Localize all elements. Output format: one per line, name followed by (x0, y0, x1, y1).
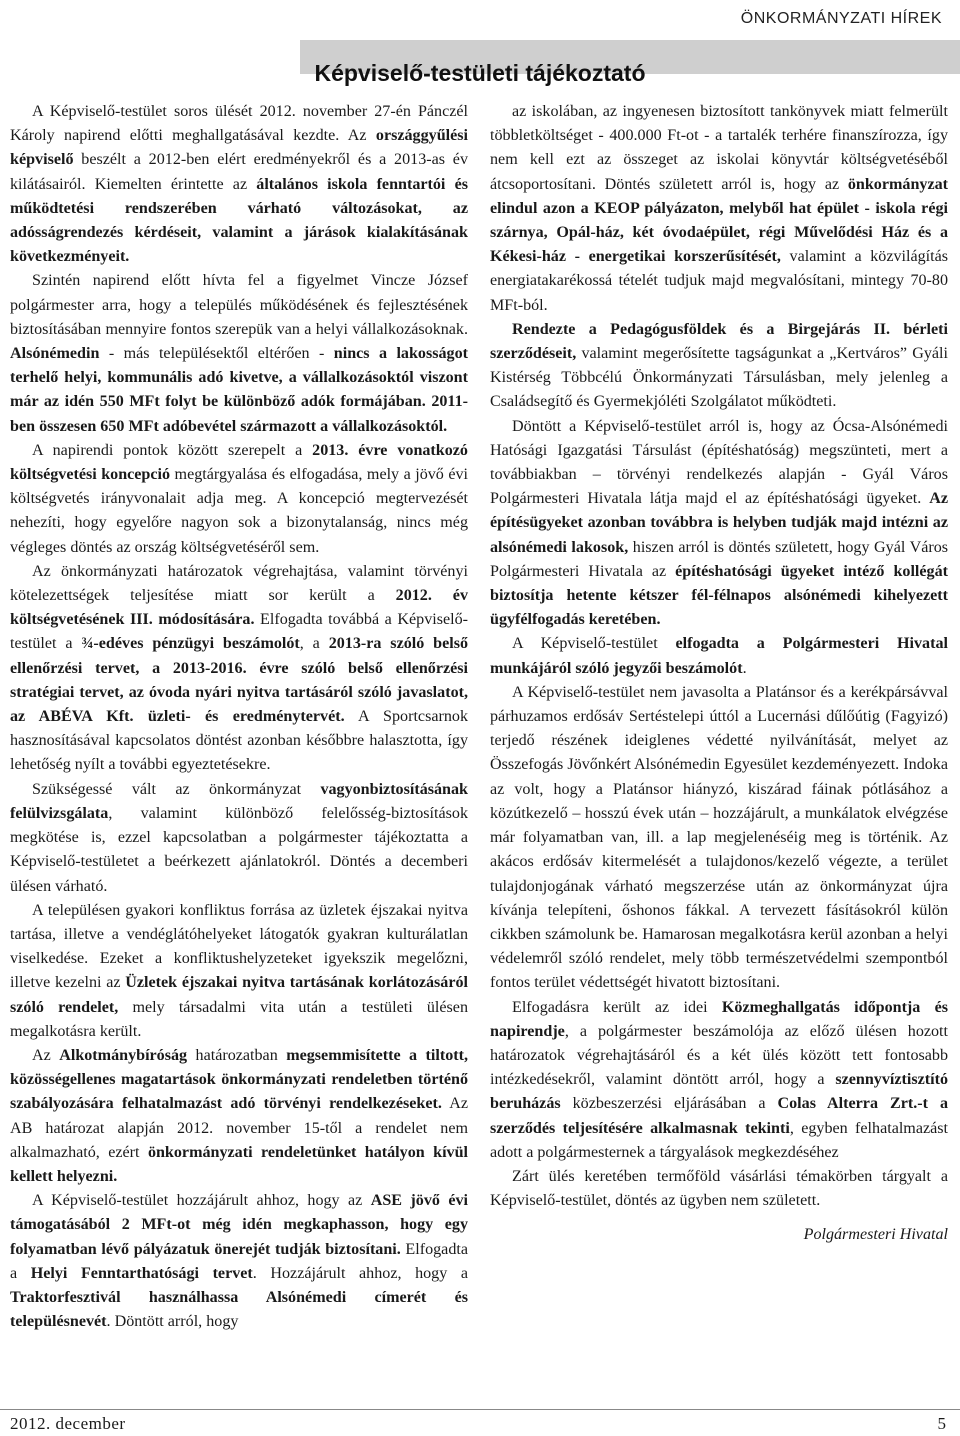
footer-date: 2012. december (10, 1414, 126, 1433)
paragraph (10, 1189, 468, 1334)
bold-text: Alkotmánybíróság (59, 1046, 188, 1064)
bold-text: 2013-ra szóló belső ellenőrzési tervet, a 2013-2016. évre szóló belső ellenőrzési stratégiai tervet, az óvoda nyári nyitva tartásáról szóló javaslatot, az ABÉVA Kft. üzleti- és eredménytervét. (10, 635, 469, 726)
text-run: A Képviselő-testület nem javasolta a Platánsor és a kerékpársávval párhuzamos erdősáv Sertéstelepi úttól a Lucernási dűlőútig (Fagyizó) terjedő részének ideiglenes védetté nyilvánítását, melyet az Összefogás Jövőnkért Alsónémedin Egyesület kezdeményezett. Indoka az volt, hogy a Platánsor hiányzó, kiszárad fáinak pótlásához a közútkezelő – hosszú évek után – hozzájárult, a munkálatok elvégzése már folyamatban van, ill. a lap megjelenéséig meg is történik. Az akácos erdősáv kitermelését a tulajdonos/kezelő végezte, a terület tulajdonjogának várható megszerzése után az önkormányzat újra kívánja telepíteni, őshonos fákkal. A tervezett fásításokról külön cikkben számolunk be. Hamarosan megalkotásra kerül azonban a helyi védelemről szóló rendelet, mely több természetvédelmi szempontból fontos terület védettségét hivatott biztosítani. (490, 683, 948, 992)
text-run: , a (299, 635, 329, 653)
text-run: hiszen arról is döntés született, hogy Gyál Város Polgármesteri Hivatala az (490, 538, 949, 580)
paragraph (490, 318, 948, 415)
text-run: közbeszerzési eljárásában a (560, 1095, 778, 1113)
bold-text: 2012. év költségvetésének III. módosítására. (10, 587, 468, 629)
bold-text: Az építésügyeket azonban továbbra is helyben tudják majd intézni az alsónémedi lakosok, (490, 490, 948, 556)
paragraph (10, 560, 468, 778)
section-label: ÖNKORMÁNYZATI HÍREK (740, 10, 942, 27)
text-run: A Képviselő-testület soros ülését 2012. november 27-én Pánczél Károly napirend előtti meghallgatásával kezdte. Az (10, 103, 468, 145)
text-run: , egyben felhatalmazást adott a polgármesternek a tárgyalások megkezdéséhez (490, 1119, 948, 1161)
page-title: Képviselő-testületi tájékoztató (314, 60, 646, 86)
bold-text: Üzletek éjszakai nyitva tartásának korlátozásáról szóló rendelet, (10, 974, 469, 1016)
text-run: , a polgármester beszámolója az előző ülésen hozott határozatok végrehajtásáról és a két ülés között tett fontosabb intézkedésekről, valamint döntött arról, hogy a (490, 1022, 948, 1089)
text-run: Elfogadta továbbá a Képviselő-testület a (10, 611, 468, 653)
text-run: A napirendi pontok között szerepelt a (32, 441, 313, 459)
bold-text: 2013. évre vonatkozó költségvetési koncepció (10, 441, 468, 484)
paragraph (490, 681, 948, 996)
text-run: A Sportcsarnok hasznosításával kapcsolatos döntést azonban későbbre halasztotta, így lehetőség nyílt a további egyeztetésekre. (10, 708, 468, 774)
left-column (10, 100, 468, 1334)
text-run: , valamint különböző felelősség-biztosítások megkötése is, ezzel kapcsolatban a polgármester tájékoztatta a Képviselő-testületet a beérkezett ajánlatokról. Döntés a decemberi ülésen várható. (10, 804, 468, 895)
text-run: A Képviselő-testület hozzájárult ahhoz, hogy az (32, 1192, 371, 1210)
text-run: Az AB határozat alapján 2012. november 15-től a rendelet nem alkalmazható, ezért (10, 1095, 468, 1161)
bold-text: Rendezte a Pedagógusföldek és a Birgejárás II. bérleti szerződéseit, (490, 320, 948, 363)
text-run: Szükségessé vált az önkormányzat (32, 780, 321, 798)
text-run: Döntött a Képviselő-testület arról is, hogy az Ócsa-Alsónémedi Hatósági Igazgatási Társulást (építéshatóság) megszünteti, mert a továbbiakban – törvényi rendelkezés alapján - Gyál Város Polgármesteri Hivatala látja majd el az építéshatósági ügyeket. (490, 417, 948, 508)
text-run: Elfogadta a (10, 1240, 468, 1282)
paragraph (490, 1165, 948, 1213)
text-run: Az (32, 1046, 60, 1064)
bold-text: szennyvíztisztító beruházás (490, 1071, 948, 1113)
bold-text: Alsónémedin (10, 345, 100, 363)
bold-text: megsemmisítette a tiltott, közösségellenes magatartások önkormányzati rendeletben történő szabályozására felhatalmazást adó törvényi rendelkezéseket. (10, 1046, 468, 1113)
bold-text: építéshatósági ügyeket intéző kollégát biztosítja hetente kétszer fél-félnapos alsónémedi kihelyezett ügyfélfogadás keretében. (490, 562, 948, 629)
paragraph (490, 996, 948, 1165)
right-column (490, 100, 948, 1248)
paragraph (10, 100, 468, 269)
bold-text: Traktorfesztivál használhassa Alsónémedi címerét és településnevét (10, 1288, 468, 1331)
bold-text: ¾-edéves pénzügyi beszámolót (81, 635, 300, 653)
text-run: Elfogadásra került az idei (512, 998, 722, 1016)
bold-text: országgyűlési képviselő (10, 127, 468, 169)
bold-text: önkormányzati rendeletünket hatályon kívül kellett helyezni. (10, 1143, 469, 1185)
text-run: az iskolában, az ingyenesen biztosított tankönyvek miatt felmerült többletköltséget - 400.000 Ft-ot - a tartalék terhére finanszírozza, így nem kell ezt az összeget az iskolai könyvtár költségvetéséből átcsoportosítani. Döntés született arról is, hogy az (490, 103, 948, 193)
bold-text: vagyonbiztosításának felülvizsgálata (10, 780, 468, 822)
paragraph (490, 100, 948, 318)
text-run: Az önkormányzati határozatok végrehajtása, valamint törvényi kötelezettségek teljesítése miatt sor került a (10, 562, 468, 605)
text-run: mely társadalmi vita után a testületi ülésen megalkotásra került. (10, 998, 468, 1040)
bold-text: Helyi Fenntarthatósági tervet (30, 1264, 253, 1282)
bold-text: elfogadta a Polgármesteri Hivatal munkájáról szóló jegyzői beszámolót (490, 635, 948, 677)
signature: Polgármesteri Hivatal (803, 1226, 948, 1244)
text-run: megtárgyalása és elfogadása, mely a jövő évi költségvetés irányvonalait adja meg. A koncepció megtervezését nehezíti, hogy egyelőre nagyon sok a bizonytalanság, nincs még végleges döntés az ország költségvetéséről sem. (10, 466, 469, 556)
text-run: - más településektől eltérően - (99, 345, 334, 363)
paragraph (10, 1044, 468, 1189)
bold-text: ASE jövő évi támogatásából 2 MFt-ot még idén megkaphasson, hogy egy folyamatban lévő pályázatuk önerejét tudják biztosítani. (10, 1192, 468, 1258)
text-run: valamint a közvilágítás energiatakarékossá tételét tudjuk majd megvalósítani, mintegy 70-80 MFt-ból. (490, 248, 948, 314)
footer-rule (0, 1409, 960, 1410)
paragraph (10, 269, 468, 438)
text-run: valamint megerősítette tagságunkat a „Kertváros” Gyáli Kistérség Többcélú Önkormányzati Társulásban, mely jelenleg a Családsegítő és Gyermekjóléti Szolgálatot működteti. (490, 345, 948, 411)
paragraph (10, 439, 468, 560)
page-number: 5 (937, 1414, 946, 1433)
text-run: . Hozzájárult ahhoz, hogy a (252, 1264, 468, 1282)
paragraph (10, 899, 468, 1044)
text-run: . (742, 659, 747, 677)
text-run: Zárt ülés keretében termőföld vásárlási témakörben tárgyalt a Képviselő-testület, döntés az ügyben nem született. (490, 1167, 948, 1210)
paragraph (10, 778, 468, 899)
paragraph (490, 415, 948, 633)
text-run: A településen gyakori konfliktus forrása az üzletek éjszakai nyitva tartása, illetve a vendéglátóhelyeket látogatók gyakran kulturálatlan viselkedése. Ezeket a konfliktushelyzeteket igyekszik megelőzni, illetve kezelni az (10, 901, 468, 992)
text-run: A Képviselő-testület (512, 635, 676, 653)
text-run: . Döntött arról, hogy (106, 1313, 239, 1331)
bold-text: Colas Alterra Zrt.-t a szerződés teljesítésére alkalmasnak tekinti (490, 1095, 949, 1137)
bold-text: nincs a lakosságot terhelő helyi, kommunális adó kivetve, a vállalkozásoktól viszont már az idén 550 MFt folyt be különböző adók formájában. 2011-ben összesen 650 MFt adóbevétel származott a vállalkozásoktól. (10, 345, 468, 435)
paragraph (490, 632, 948, 680)
bold-text: önkormányzat elindul azon a KEOP pályázaton, melyből hat épület - iskola régi szárnya, Opál-ház, két óvodaépület, régi Művelődési Ház és a Kékesi-ház - energetikai korszerűsítését, (490, 175, 948, 266)
bold-text: általános iskola fenntartói és működtetési rendszerében várható változásokat, az adósságrendezés kérdéseit, valamint a járások kialakításának következményeit. (10, 175, 468, 266)
text-run: határozatban (187, 1046, 287, 1064)
text-run: Szintén napirend előtt hívta fel a figyelmet Vincze József polgármester arra, hogy a település működésének és fejlesztésének biztosításában mennyire fontos szerepük van a helyi vállalkozásoknak. (10, 272, 468, 338)
text-run: beszélt a 2012-ben elért eredményekről és a 2013-as év kilátásairól. Kiemelten érintette az (10, 151, 468, 193)
bold-text: Közmeghallgatás időpontja és napirendje (490, 998, 948, 1040)
